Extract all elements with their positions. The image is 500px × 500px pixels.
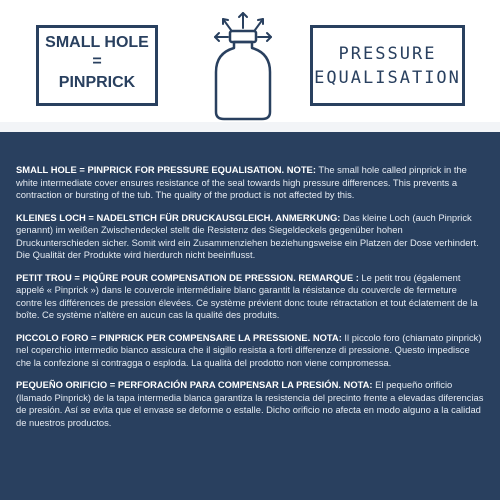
note-body: Das kleine Loch (auch Pinprick genannt) im weißen Zwischendeckel stellt die Resistenz des Siegeldeckels gegenüber hohen Druckunterschieden sicher. Somit wird ein Zusammenziehen beziehungsweise ein Platzen der Dose verhindert. Die Qualität der Produkte wird hierdurch nicht beeinflusst. <box>16 211 479 260</box>
small-hole-text: SMALL HOLE <box>45 34 149 51</box>
multilingual-notes <box>16 164 484 439</box>
note-german <box>16 212 484 262</box>
note-heading: KLEINES LOCH = NADELSTICH FÜR DRUCKAUSGLEICH. ANMERKUNG: <box>16 211 341 223</box>
pinprick-text: PINPRICK <box>58 74 136 91</box>
note-body: The small hole called pinprick in the white intermediate cover ensures resistance of the seal towards high pressure differences. This prevents a contraction or bursting of the tub. The quality of the product is not affected by this. <box>16 164 467 200</box>
small-hole-label-box <box>36 25 158 106</box>
note-body: El pequeño orificio (llamado Pinprick) de la tapa intermedia blanca garantiza la resistencia del precinto frente a elevadas diferencias de presión. Así se evita que el envase se deforme o estalle. Dicho orificio no afecta en modo alguno a la calidad de nuestros productos. <box>16 379 484 428</box>
note-heading: PETIT TROU = PIQÛRE POUR COMPENSATION DE PRESSION. REMARQUE : <box>16 271 359 283</box>
note-italian <box>16 332 484 370</box>
note-body: Il piccolo foro (chiamato pinprick) nel coperchio intermedio bianco assicura che il sigillo resista a forti differenze di pressione. Questo impedisce che la confezione si contragga o esploda. La qualità del prodotto non viene compromessa. <box>16 331 482 368</box>
pressure-text: PRESSURE <box>338 44 437 64</box>
note-heading: PICCOLO FORO = PINPRICK PER COMPENSARE LA PRESSIONE. NOTA: <box>16 331 342 343</box>
tub-illustration <box>198 10 288 122</box>
note-english <box>16 164 484 202</box>
note-body: Le petit trou (également appelé « Pinprick ») dans le couvercle intermédiaire blanc garantit la résistance du couvercle de fermeture contre les différences de pression élevées. Ce système prévient donc toute rétractation et tout éclatement de la boîte. Ce système n'altère en aucun cas la qualité des produits. <box>16 271 478 320</box>
note-heading: SMALL HOLE = PINPRICK FOR PRESSURE EQUALISATION. NOTE: <box>16 164 316 175</box>
top-banner <box>0 0 500 132</box>
note-heading: PEQUEÑO ORIFICIO = PERFORACIÓN PARA COMPENSAR LA PRESIÓN. NOTA: <box>16 379 373 390</box>
equalisation-text: EQUALISATION <box>314 68 461 88</box>
equals-sign: = <box>92 53 102 70</box>
note-spanish <box>16 379 484 429</box>
pressure-equalisation-label-box <box>310 25 465 106</box>
note-french <box>16 272 484 322</box>
tub-icon <box>198 10 288 122</box>
